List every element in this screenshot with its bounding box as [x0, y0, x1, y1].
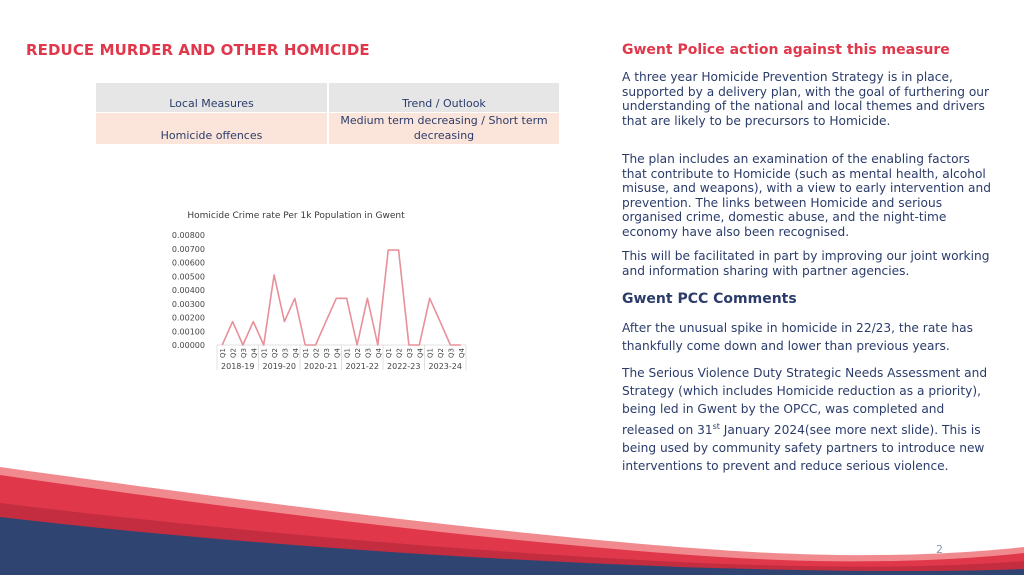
x-tick-label: Q1 [260, 348, 269, 358]
table-cell: Homicide offences [96, 113, 328, 145]
measures-table [96, 83, 561, 144]
table-row [96, 113, 560, 145]
y-tick-label: 0.00800 [171, 231, 205, 240]
pcc-paragraph-2-superscript: st [712, 422, 720, 432]
x-tick-label: Q4 [416, 348, 425, 358]
x-tick-label: Q1 [219, 348, 228, 358]
pcc-paragraph-2-part-b: January 2024(see more next slide). This is being used by community safety partners to introduce new interventions to prevent and reduce serious violence. [622, 423, 985, 474]
page-number: 2 [936, 543, 943, 556]
x-group-label: 2022-23 [387, 362, 421, 371]
y-tick-label: 0.00200 [171, 313, 205, 323]
page-title: REDUCE MURDER AND OTHER HOMICIDE [26, 41, 370, 59]
x-group-label: 2021-22 [345, 362, 379, 371]
action-heading: Gwent Police action against this measure [622, 42, 950, 58]
x-tick-label: Q2 [354, 348, 363, 358]
action-paragraph-1: A three year Homicide Prevention Strategy is in place, supported by a delivery plan, with the goal of furthering our understanding of the national and local themes and drivers that are likely to be precursors to Homicide. [622, 70, 990, 128]
x-group-label: 2020-21 [304, 362, 338, 371]
pcc-heading: Gwent PCC Comments [622, 291, 797, 307]
y-tick-label: 0.00500 [171, 272, 205, 282]
x-tick-label: Q3 [364, 348, 373, 358]
y-tick-label: 0.00300 [171, 299, 205, 309]
x-group-label: 2023-24 [428, 362, 462, 371]
x-tick-label: Q4 [250, 348, 259, 358]
footer-waves-decoration [0, 455, 1024, 575]
pcc-paragraph-2-part-a: The Serious Violence Duty Strategic Needs Assessment and Strategy (which includes Homicide reduction as a priority), being led in Gwent by the OPCC, was completed and released on 31 [622, 366, 988, 438]
x-tick-label: Q3 [447, 348, 456, 358]
x-group-label: 2019-20 [262, 362, 296, 371]
chart-title: Homicide Crime rate Per 1k Population in Gwent [187, 211, 405, 221]
x-tick-label: Q2 [395, 348, 404, 358]
homicide-rate-chart [160, 205, 490, 380]
table-header-cell: Local Measures [96, 83, 328, 113]
action-paragraph-2: The plan includes an examination of the enabling factors that contribute to Homicide (such as mental health, alcohol misuse, and weapons), with a view to early intervention and prevention. The links between Homicide and serious organised crime, domestic abuse, and the night-time economy have also been recognised. [622, 152, 991, 239]
x-tick-label: Q1 [385, 348, 394, 358]
x-tick-label: Q3 [239, 348, 248, 358]
x-tick-label: Q2 [437, 348, 446, 358]
x-tick-label: Q1 [302, 348, 311, 358]
table-header-cell: Trend / Outlook [328, 83, 560, 113]
x-tick-label: Q1 [343, 348, 352, 358]
x-tick-label: Q4 [374, 348, 383, 358]
y-tick-label: 0.00700 [171, 244, 205, 254]
x-tick-label: Q4 [333, 348, 342, 358]
x-tick-label: Q4 [291, 348, 300, 358]
x-group-label: 2018-19 [221, 362, 255, 371]
y-tick-label: 0.00400 [171, 286, 205, 295]
y-tick-label: 0.00100 [171, 327, 205, 337]
x-tick-label: Q1 [426, 348, 435, 358]
y-tick-label: 0.00600 [171, 258, 205, 268]
pcc-paragraph-1: After the unusual spike in homicide in 22/23, the rate has thankfully come down and lower than previous years. [622, 321, 973, 353]
table-cell: Medium term decreasing / Short term decreasing [328, 113, 560, 145]
x-tick-label: Q2 [271, 348, 280, 358]
x-tick-label: Q3 [281, 348, 290, 358]
series-line [222, 250, 461, 345]
action-paragraph-3: This will be facilitated in part by improving our joint working and information sharing with partner agencies. [622, 249, 990, 278]
x-tick-label: Q3 [405, 348, 414, 358]
x-tick-label: Q2 [229, 348, 238, 358]
y-tick-label: 0.00000 [171, 341, 205, 350]
x-tick-label: Q4 [457, 348, 466, 358]
x-tick-label: Q3 [322, 348, 331, 358]
x-tick-label: Q2 [312, 348, 321, 358]
table-header-row [96, 83, 560, 113]
